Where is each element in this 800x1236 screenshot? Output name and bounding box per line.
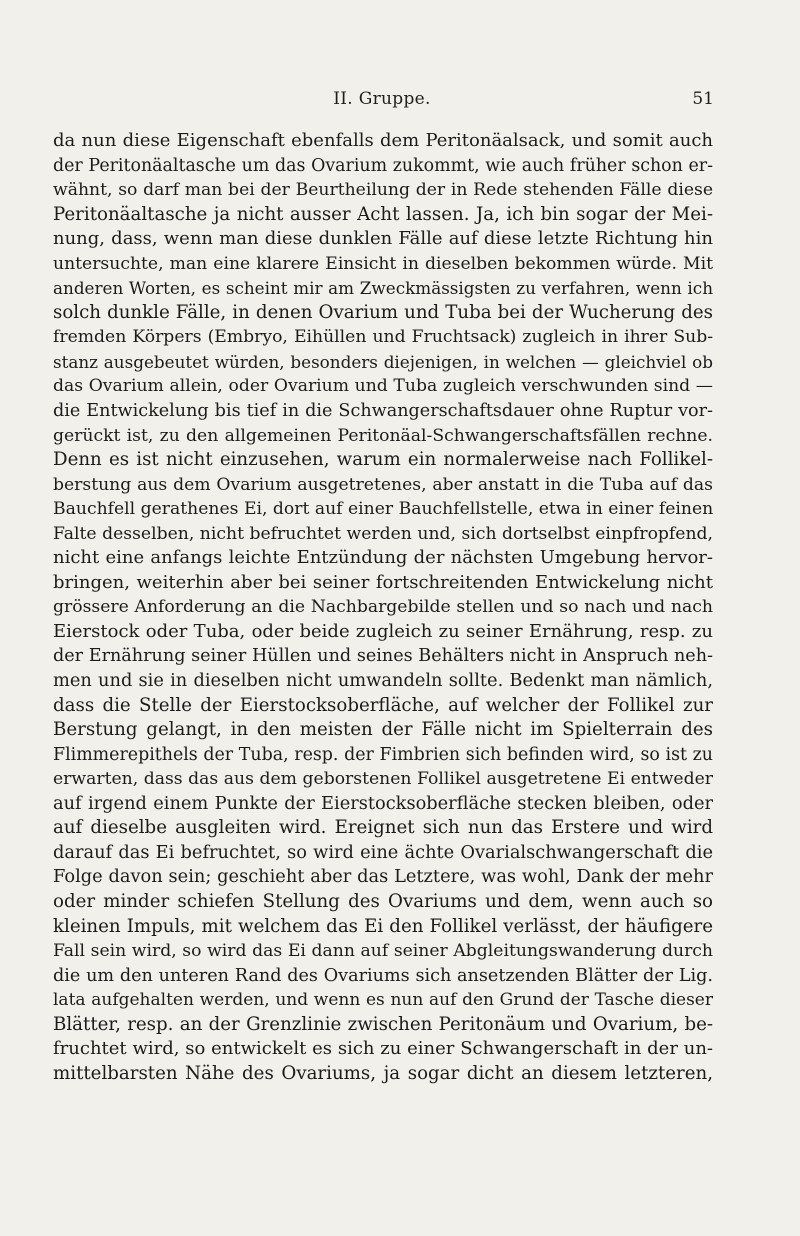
- body-text: [53, 129, 713, 1086]
- text-line: Denn es ist nicht einzusehen, warum ein normalerweise nach Follikel-: [53, 449, 713, 471]
- page-number: 51: [692, 89, 714, 109]
- text-line: kleinen Impuls, mit welchem das Ei den Follikel verlässt, der häufigere: [53, 915, 713, 937]
- text-line: fruchtet wird, so entwickelt es sich zu einer Schwangerschaft in der un-: [53, 1038, 713, 1060]
- text-line: das Ovarium allein, oder Ovarium und Tuba zugleich verschwunden sind —: [53, 376, 713, 397]
- text-line: auf irgend einem Punkte der Eierstocksoberfläche stecken bleiben, oder: [53, 792, 713, 814]
- text-line: grössere Anforderung an die Nachbargebilde stellen und so nach und nach: [53, 597, 713, 618]
- text-line: die um den unteren Rand des Ovariums sich ansetzenden Blätter der Lig.: [53, 965, 713, 986]
- text-line: oder minder schiefen Stellung des Ovariums und dem, wenn auch so: [53, 890, 713, 912]
- text-line: Berstung gelangt, in den meisten der Fälle nicht im Spielterrain des: [53, 719, 713, 741]
- text-line: da nun diese Eigenschaft ebenfalls dem Peritonäalsack, und somit auch: [53, 130, 713, 151]
- text-line: lata aufgehalten werden, und wenn es nun auf den Grund der Tasche dieser: [53, 990, 713, 1011]
- text-line: der Peritonäaltasche um das Ovarium zukommt, wie auch früher schon er-: [53, 155, 713, 176]
- text-line: Eierstock oder Tuba, oder beide zugleich zu seiner Ernährung, resp. zu: [53, 620, 713, 642]
- text-line: stanz ausgebeutet würden, besonders diejenigen, in welchen — gleichviel ob: [53, 351, 713, 372]
- running-title: II. Gruppe.: [333, 89, 431, 109]
- text-line: dass die Stelle der Eierstocksoberfläche, auf welcher der Follikel zur: [53, 694, 713, 716]
- text-line: Fall sein wird, so wird das Ei dann auf seiner Abgleitungswanderung durch: [53, 941, 713, 962]
- text-line: erwarten, dass das aus dem geborstenen Follikel ausgetretene Ei entweder: [53, 769, 713, 790]
- text-line: untersuchte, man eine klarere Einsicht in dieselben bekommen würde. Mit: [53, 253, 713, 274]
- text-line: Folge davon sein; geschieht aber das Letztere, was wohl, Dank der mehr: [53, 866, 713, 888]
- text-line: mittelbarsten Nähe des Ovariums, ja sogar dicht an diesem letzteren,: [53, 1062, 713, 1084]
- text-line: bringen, weiterhin aber bei seiner fortschreitenden Entwickelung nicht: [53, 571, 713, 593]
- text-line: Flimmerepithels der Tuba, resp. der Fimbrien sich befinden wird, so ist zu: [53, 744, 713, 765]
- text-line: darauf das Ei befruchtet, so wird eine ächte Ovarialschwangerschaft die: [53, 841, 713, 863]
- text-line: Bauchfell gerathenes Ei, dort auf einer Bauchfellstelle, etwa in einer feinen: [53, 499, 713, 520]
- text-line: anderen Worten, es scheint mir am Zweckmässigsten zu verfahren, wenn ich: [53, 278, 713, 299]
- text-line: der Ernährung seiner Hüllen und seines Behälters nicht in Anspruch neh-: [53, 646, 713, 667]
- text-line: berstung aus dem Ovarium ausgetretenes, aber anstatt in die Tuba auf das: [53, 474, 713, 495]
- text-line: Falte desselben, nicht befruchtet werden und, sich dortselbst einpfropfend,: [53, 523, 713, 544]
- text-line: solch dunkle Fälle, in denen Ovarium und Tuba bei der Wucherung des: [53, 301, 713, 323]
- text-line: fremden Körpers (Embryo, Eihüllen und Fruchtsack) zugleich in ihrer Sub-: [53, 327, 713, 348]
- text-line: gerückt ist, zu den allgemeinen Peritonäal-Schwangerschaftsfällen rechne.: [53, 425, 713, 446]
- text-line: wähnt, so darf man bei der Beurtheilung der in Rede stehenden Fälle diese: [53, 180, 713, 201]
- text-line: Peritonäaltasche ja nicht ausser Acht lassen. Ja, ich bin sogar der Mei-: [53, 203, 713, 225]
- text-line: nung, dass, wenn man diese dunklen Fälle auf diese letzte Richtung hin: [53, 228, 713, 250]
- text-line: die Entwickelung bis tief in die Schwangerschaftsdauer ohne Ruptur vor-: [53, 401, 713, 422]
- text-line: men und sie in dieselben nicht umwandeln sollte. Bedenkt man nämlich,: [53, 670, 713, 692]
- text-line: nicht eine anfangs leichte Entzündung der nächsten Umgebung hervor-: [53, 547, 713, 569]
- running-head: [50, 89, 714, 111]
- text-line: auf dieselbe ausgleiten wird. Ereignet sich nun das Erstere und wird: [53, 817, 713, 839]
- text-line: Blätter, resp. an der Grenzlinie zwischen Peritonäum und Ovarium, be-: [53, 1013, 713, 1035]
